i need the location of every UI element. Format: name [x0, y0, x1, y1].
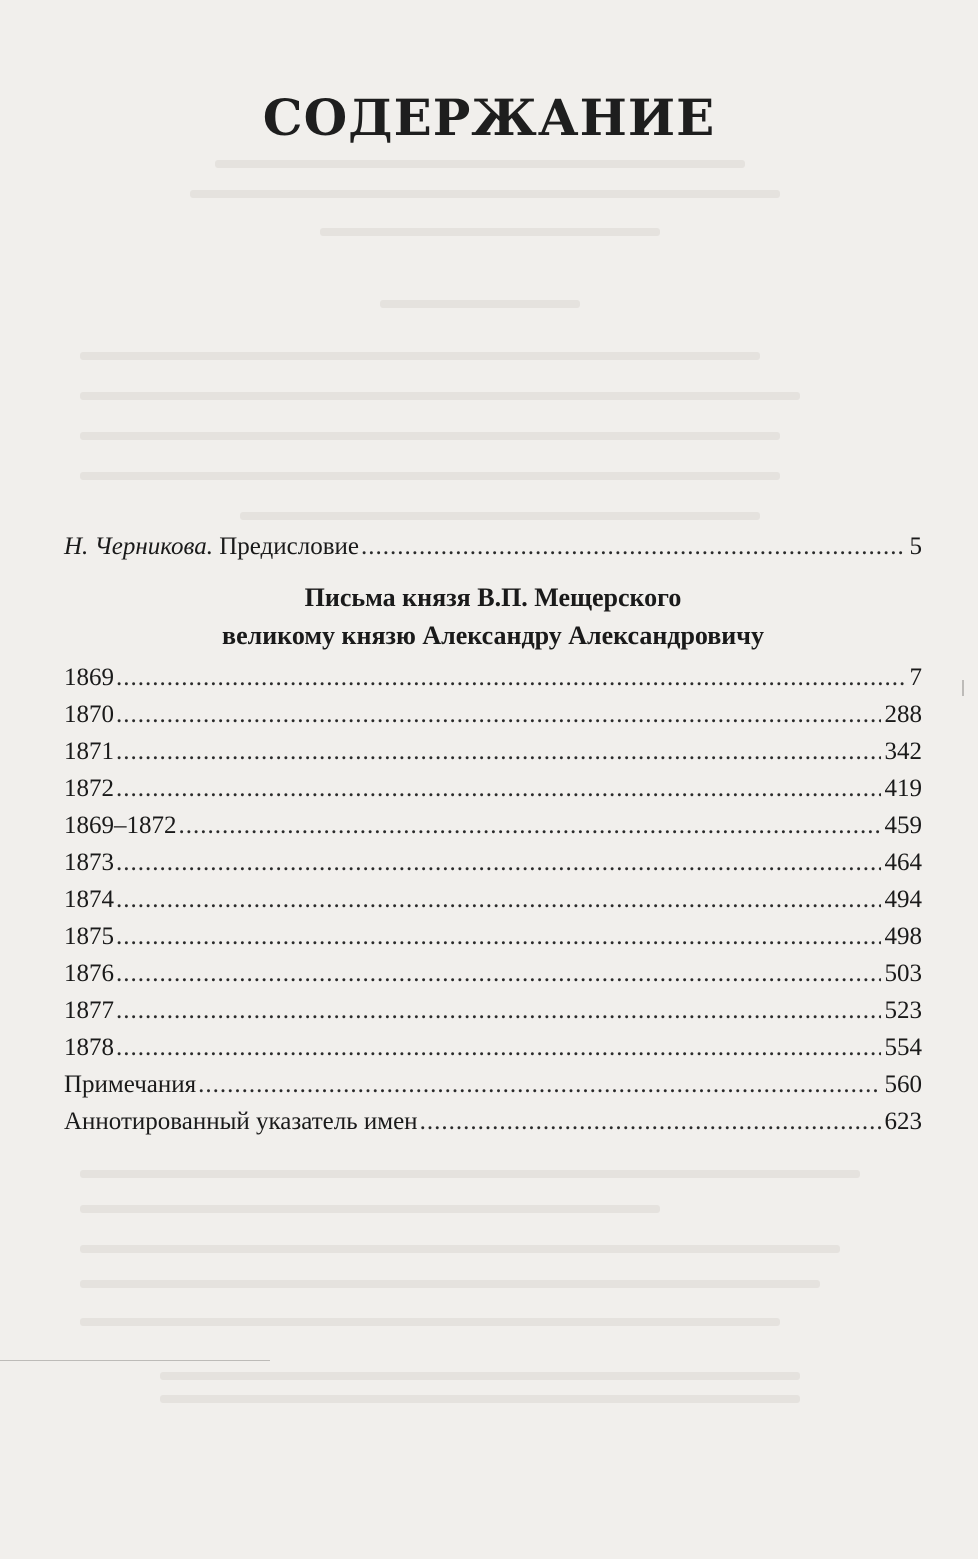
scan-artifact-line — [0, 1360, 270, 1361]
bleed-through-line — [80, 1318, 780, 1326]
bleed-through-line — [215, 160, 745, 168]
toc-entry-label: Примечания — [64, 1071, 197, 1098]
toc-entry-label: 1875 — [64, 923, 114, 950]
leader-dots — [116, 992, 881, 1029]
toc-page-number: 459 — [884, 812, 922, 839]
toc-entry-preface — [64, 528, 922, 565]
toc-entry-label — [64, 528, 361, 565]
toc-entry — [64, 807, 922, 844]
toc-page-number: 7 — [909, 664, 922, 691]
table-of-contents — [64, 528, 922, 1140]
toc-page-number: 554 — [884, 1034, 922, 1061]
toc-entry — [64, 770, 922, 807]
leader-dots — [116, 955, 881, 992]
toc-entry-label: 1869 — [64, 664, 114, 691]
toc-page-number: 503 — [884, 960, 922, 987]
bleed-through-line — [80, 352, 760, 360]
toc-page-number: 5 — [909, 533, 922, 560]
leader-dots — [116, 696, 881, 733]
bleed-through-line — [80, 432, 780, 440]
bleed-through-line — [190, 190, 780, 198]
bleed-through-line — [160, 1372, 800, 1380]
section-heading-line-2: великому князю Александру Александровичу — [222, 621, 764, 650]
toc-entry — [64, 1029, 922, 1066]
bleed-through-line — [240, 512, 760, 520]
leader-dots — [116, 770, 881, 807]
bleed-through-line — [80, 1280, 820, 1288]
toc-entry — [64, 955, 922, 992]
toc-entry-label: 1877 — [64, 997, 114, 1024]
toc-page-number: 464 — [884, 849, 922, 876]
leader-dots — [420, 1103, 881, 1140]
toc-entry-label: 1874 — [64, 886, 114, 913]
toc-entry-label: 1870 — [64, 701, 114, 728]
toc-entry — [64, 992, 922, 1029]
leader-dots — [179, 807, 881, 844]
page-title: СОДЕРЖАНИЕ — [262, 88, 716, 147]
bleed-through-line — [320, 228, 660, 236]
bleed-through-line — [80, 1205, 660, 1213]
bleed-through-line — [80, 1245, 840, 1253]
toc-entry — [64, 1103, 922, 1140]
toc-entry — [64, 844, 922, 881]
bleed-through-line — [80, 392, 800, 400]
bleed-through-line — [80, 1170, 860, 1178]
toc-entry — [64, 733, 922, 770]
section-heading-line-1: Письма князя В.П. Мещерского — [304, 583, 682, 612]
preface-label: Предисловие — [219, 533, 359, 560]
toc-entry — [64, 1066, 922, 1103]
leader-dots — [116, 659, 906, 696]
bleed-through-line — [80, 472, 780, 480]
toc-page-number: 560 — [884, 1071, 922, 1098]
leader-dots — [116, 733, 881, 770]
toc-page-number: 494 — [884, 886, 922, 913]
toc-entry-label: 1871 — [64, 738, 114, 765]
toc-entry-label: 1876 — [64, 960, 114, 987]
scan-artifact-mark — [962, 680, 964, 696]
toc-entry — [64, 918, 922, 955]
toc-page-number: 623 — [884, 1108, 922, 1135]
bleed-through-line — [380, 300, 580, 308]
preface-author: Н. Черникова. — [64, 533, 213, 560]
toc-entry-label: 1872 — [64, 775, 114, 802]
toc-page-number: 523 — [884, 997, 922, 1024]
leader-dots — [198, 1066, 880, 1103]
toc-page-number: 498 — [884, 923, 922, 950]
bleed-through-line — [160, 1395, 800, 1403]
toc-entry-label: 1878 — [64, 1034, 114, 1061]
toc-entry-label: Аннотированный указатель имен — [64, 1108, 418, 1135]
toc-entry — [64, 881, 922, 918]
toc-page-number: 419 — [884, 775, 922, 802]
toc-entry — [64, 659, 922, 696]
leader-dots — [116, 881, 881, 918]
toc-page-number: 288 — [884, 701, 922, 728]
toc-entry — [64, 696, 922, 733]
leader-dots — [116, 1029, 881, 1066]
leader-dots — [361, 528, 906, 565]
leader-dots — [116, 844, 881, 881]
section-heading — [64, 579, 922, 655]
leader-dots — [116, 918, 881, 955]
toc-page-number: 342 — [884, 738, 922, 765]
toc-entry-label: 1869–1872 — [64, 812, 177, 839]
toc-entry-label: 1873 — [64, 849, 114, 876]
